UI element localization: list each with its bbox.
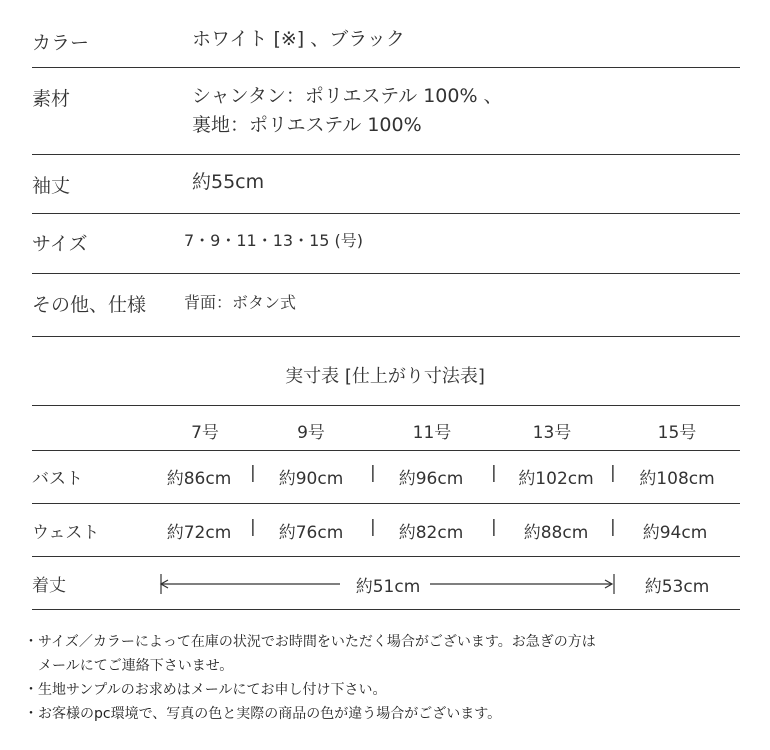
size-table-title: 実寸表 [仕上がり寸法表] <box>285 366 485 387</box>
waist-7: 約72cm <box>166 523 232 543</box>
separator: | <box>491 517 497 537</box>
color-label: カラー <box>32 32 90 54</box>
separator: | <box>610 517 616 537</box>
header-9: 9号 <box>297 423 325 443</box>
color-value: ホワイト [※] 、ブラック <box>192 28 405 50</box>
length-15: 約53cm <box>644 577 710 597</box>
note-line: ・サイズ／カラーによって在庫の状況でお時間をいただく場合がございます。お急ぎの方は <box>24 634 596 650</box>
sleeve-value: 約55cm <box>192 171 265 193</box>
bust-7: 約86cm <box>166 469 232 489</box>
note-line: ・お客様のpc環境で、写真の色と実際の商品の色が違う場合がございます。 <box>24 706 502 722</box>
bust-9: 約90cm <box>278 469 344 489</box>
header-15: 15号 <box>657 423 697 443</box>
separator: | <box>491 463 497 483</box>
note-line: メールにてご連絡下さいませ。 <box>38 658 234 674</box>
bust-11: 約96cm <box>398 469 464 489</box>
waist-11: 約82cm <box>398 523 464 543</box>
table-divider <box>32 503 740 504</box>
divider <box>32 213 740 214</box>
other-label: その他、仕様 <box>32 294 147 316</box>
size-label: サイズ <box>32 233 88 255</box>
bust-label: バスト <box>32 469 83 489</box>
divider <box>32 67 740 68</box>
material-line1: シャンタン：ポリエステル 100% 、 <box>192 85 503 107</box>
header-7: 7号 <box>191 423 219 443</box>
table-divider <box>32 556 740 557</box>
table-divider <box>32 450 740 451</box>
separator: | <box>370 517 376 537</box>
sleeve-label: 袖丈 <box>32 175 71 197</box>
material-label: 素材 <box>32 88 71 110</box>
header-13: 13号 <box>532 423 572 443</box>
waist-9: 約76cm <box>278 523 344 543</box>
waist-13: 約88cm <box>523 523 589 543</box>
header-11: 11号 <box>412 423 452 443</box>
waist-label: ウェスト <box>32 523 100 543</box>
notes <box>24 630 596 726</box>
divider <box>32 273 740 274</box>
table-divider <box>32 609 740 610</box>
separator: | <box>250 517 256 537</box>
bust-15: 約108cm <box>639 469 715 489</box>
other-value: 背面：ボタン式 <box>184 293 297 312</box>
table-divider <box>32 405 740 406</box>
length-span-value: 約51cm <box>355 577 421 597</box>
bust-13: 約102cm <box>518 469 594 489</box>
divider <box>32 336 740 337</box>
waist-15: 約94cm <box>642 523 708 543</box>
separator: | <box>250 463 256 483</box>
size-value: 7・9・11・13・15 (号) <box>184 231 364 250</box>
separator: | <box>610 463 616 483</box>
divider <box>32 154 740 155</box>
length-label: 着丈 <box>32 576 66 596</box>
note-line: ・生地サンプルのお求めはメールにてお申し付け下さい。 <box>24 682 387 698</box>
material-line2: 裏地：ポリエステル 100% <box>192 114 422 136</box>
separator: | <box>370 463 376 483</box>
